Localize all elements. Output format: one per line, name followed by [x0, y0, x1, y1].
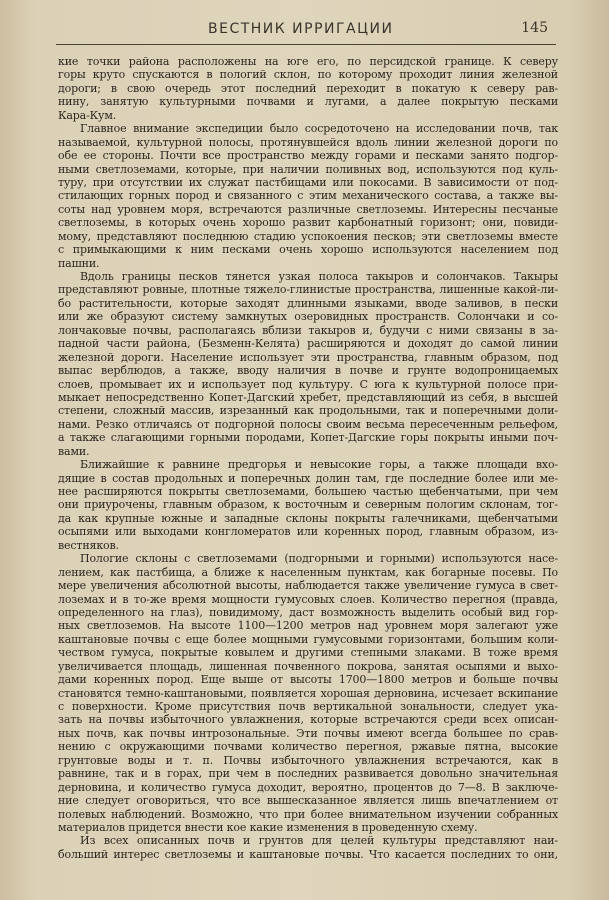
text-line: лоземах и в то-же время мощности гумусовых слоев. Количество перегноя (правда, — [58, 592, 558, 606]
text-line: мыкает непосредственно Копет-Дагский хребет, представляющий из себя, в высшей — [58, 390, 558, 404]
text-line: называемой, культурной полосы, протянувшейся вдоль линии железной дороги по — [58, 135, 558, 149]
article-body — [58, 55, 558, 861]
text-line: или же образуют систему замкнутых озеровидных пространств. Солончаки и со- — [58, 310, 558, 324]
running-header — [56, 18, 556, 45]
text-line: с поверхности. Кроме присутствия почв вертикальной зональности, следует ука- — [58, 700, 558, 713]
page-number: 145 — [521, 20, 548, 36]
paragraph — [58, 552, 558, 834]
text-line: падной части района, (Безменн-Келята) расширяются и доходят до самой линии — [58, 337, 558, 351]
text-line: дороги; в свою очередь этот последний переходит в покатую к северу рав- — [58, 81, 558, 95]
text-line: да как крупные южные и западные склоны покрыты галечниками, щебенчатыми — [58, 511, 558, 525]
text-line: каштановые почвы с еще более мощными гумусовыми горизонтами, большим коли- — [58, 632, 558, 646]
text-line: полевых наблюдений. Возможно, что при более внимательном изучении собранных — [58, 807, 558, 821]
text-line: соты над уровнем моря, встречаются различные светлоземы. Интересны песчаные — [58, 202, 558, 216]
text-line: ными светлоземами, которые, при наличии поливных вод, используются под куль- — [58, 162, 558, 176]
text-line: а также слагающими горными породами, Копет-Дагские горы покрыты иными поч- — [58, 431, 558, 445]
text-line: представляют ровные, плотные тяжело-глинистые пространства, лишенные какой-ли- — [58, 283, 558, 297]
text-line: становятся темно-каштановыми, появляется хорошая дерновина, исчезает вскипание — [58, 686, 558, 700]
text-line: грунтовые воды и т. п. Почвы избыточного увлажнения встречаются, как в — [58, 753, 558, 767]
paragraph — [58, 122, 558, 270]
text-line: Пологие склоны с светлоземами (подгорными и горными) используются насе- — [80, 552, 558, 566]
text-line: Главное внимание экспедиции было сосредоточено на исследовании почв, так — [80, 122, 558, 136]
text-line: выпас верблюдов, а также, вводу наличия в почве и грунте водопроницаемых — [58, 364, 558, 378]
text-line: светлоземы, в которых очень хорошо развит карбонатный горизонт; они, повиди- — [58, 216, 558, 230]
text-line: горы круто спускаются в пологий склон, по которому проходит линия железной — [58, 68, 558, 82]
text-line: ных почв, как почвы интрозональные. Эти почвы имеют всегда большее по срав- — [58, 726, 558, 740]
text-line: Из всех описанных почв и грунтов для целей культуры представляют наи- — [80, 834, 558, 848]
paragraph — [58, 458, 558, 552]
text-line: мере увеличения абсолютной высоты, наблюдается также увеличение гумуса в свет- — [58, 579, 558, 593]
paragraph — [58, 55, 558, 122]
text-line: вестняков. — [58, 538, 119, 552]
paragraph — [58, 270, 558, 458]
text-line: нами. Резко отличаясь от подгорной полосы своим весьма пересеченным рельефом, — [58, 417, 558, 431]
text-line: ных светлоземов. На высоте 1100—1200 метров над уровнем моря залегают уже — [58, 619, 558, 633]
text-line: пашни. — [58, 256, 100, 270]
text-line: зать на почвы избыточного увлажнения, которые встречаются среди всех описан- — [58, 713, 558, 727]
text-line: обе ее стороны. Почти все пространство между горами и песками занято подгор- — [58, 149, 558, 163]
text-line: равнине, так и в горах, при чем в последних развивается довольно значительная — [58, 767, 558, 781]
text-line: слоев, промывает их и использует под культуру. С юга к культурной полосе при- — [58, 377, 558, 391]
text-line: Вдоль границы песков тянется узкая полоса такыров и солончаков. Такыры — [80, 270, 558, 283]
text-line: ние следует оговориться, что все вышесказанное является лишь впечатлением от — [58, 794, 558, 808]
text-line: нее расширяются покрыты светлоземами, большею частью щебенчатыми, при чем — [58, 485, 558, 498]
paragraph — [58, 834, 558, 861]
text-line: чеством гумуса, покрытые ковылем и другими степными злаками. В тоже время — [58, 646, 558, 660]
text-line: нину, занятую культурными почвами и лугами, а далее покрытую песками — [58, 95, 558, 109]
text-line: степени, сложный массив, изрезанный как продольными, так и поперечными доли- — [58, 404, 558, 418]
text-line: дерновина, и количество гумуса доходит, вероятно, процентов до 7—8. В заключе- — [58, 780, 558, 794]
text-line: дами коренных пород. Еще выше от высоты 1700—1800 метров и больше почвы — [58, 673, 558, 687]
text-line: железной дороги. Население использует эти пространства, главным образом, под — [58, 350, 558, 364]
text-line: материалов придется внести кое какие изменения в проведенную схему. — [58, 820, 478, 834]
text-line: лением, как пастбища, а ближе к населенным пунктам, как богарные посевы. По — [58, 565, 558, 579]
text-line: осыпями или выходами конгломератов или коренных пород, главным образом, из- — [58, 525, 558, 539]
text-line: Кара-Кум. — [58, 108, 117, 122]
text-line: с примыкающими к ним песками очень хорошо используются населением под — [58, 243, 558, 257]
text-line: увеличивается площадь, лишенная почвенного покрова, занятая осыпями и выхо- — [58, 659, 558, 673]
text-line: стилающих горных пород и связанного с этим механического состава, а также вы- — [58, 189, 558, 203]
text-line: мому, представляют последнюю стадию успокоения песков; эти светлоземы вместе — [58, 229, 558, 243]
text-line: лончаковые почвы, располагаясь вблизи такыров и, будучи с ними связаны в за- — [58, 323, 558, 337]
text-line: вами. — [58, 444, 90, 458]
text-line: они приурочены, главным образом, к восточным и северным пологим склонам, тог- — [58, 498, 558, 512]
text-line: дящие в состав продольных и поперечных долин там, где последние более или ме- — [58, 471, 558, 485]
text-line: туру, при отсутствии их служат пастбищами или покосами. В зависимости от под- — [58, 175, 558, 189]
text-line: Ближайшие к равнине предгорья и невысокие горы, а также площади вхо- — [80, 458, 558, 472]
text-line: нению с окружающими почвами количество перегноя, ржавые пятна, высокие — [58, 740, 558, 754]
text-line: больший интерес светлоземы и каштановые почвы. Что касается последних то они, — [58, 847, 558, 861]
journal-title: ВЕСТНИК ИРРИГАЦИИ — [208, 21, 394, 37]
text-line: бо растительности, которые заходят длинными языками, вводе заливов, в пески — [58, 296, 558, 310]
text-line: определенного на глаз), повидимому, даст возможность выделить особый вид гор- — [58, 605, 558, 619]
text-line: кие точки района расположены на юге его, по персидской границе. К северу — [58, 55, 558, 68]
